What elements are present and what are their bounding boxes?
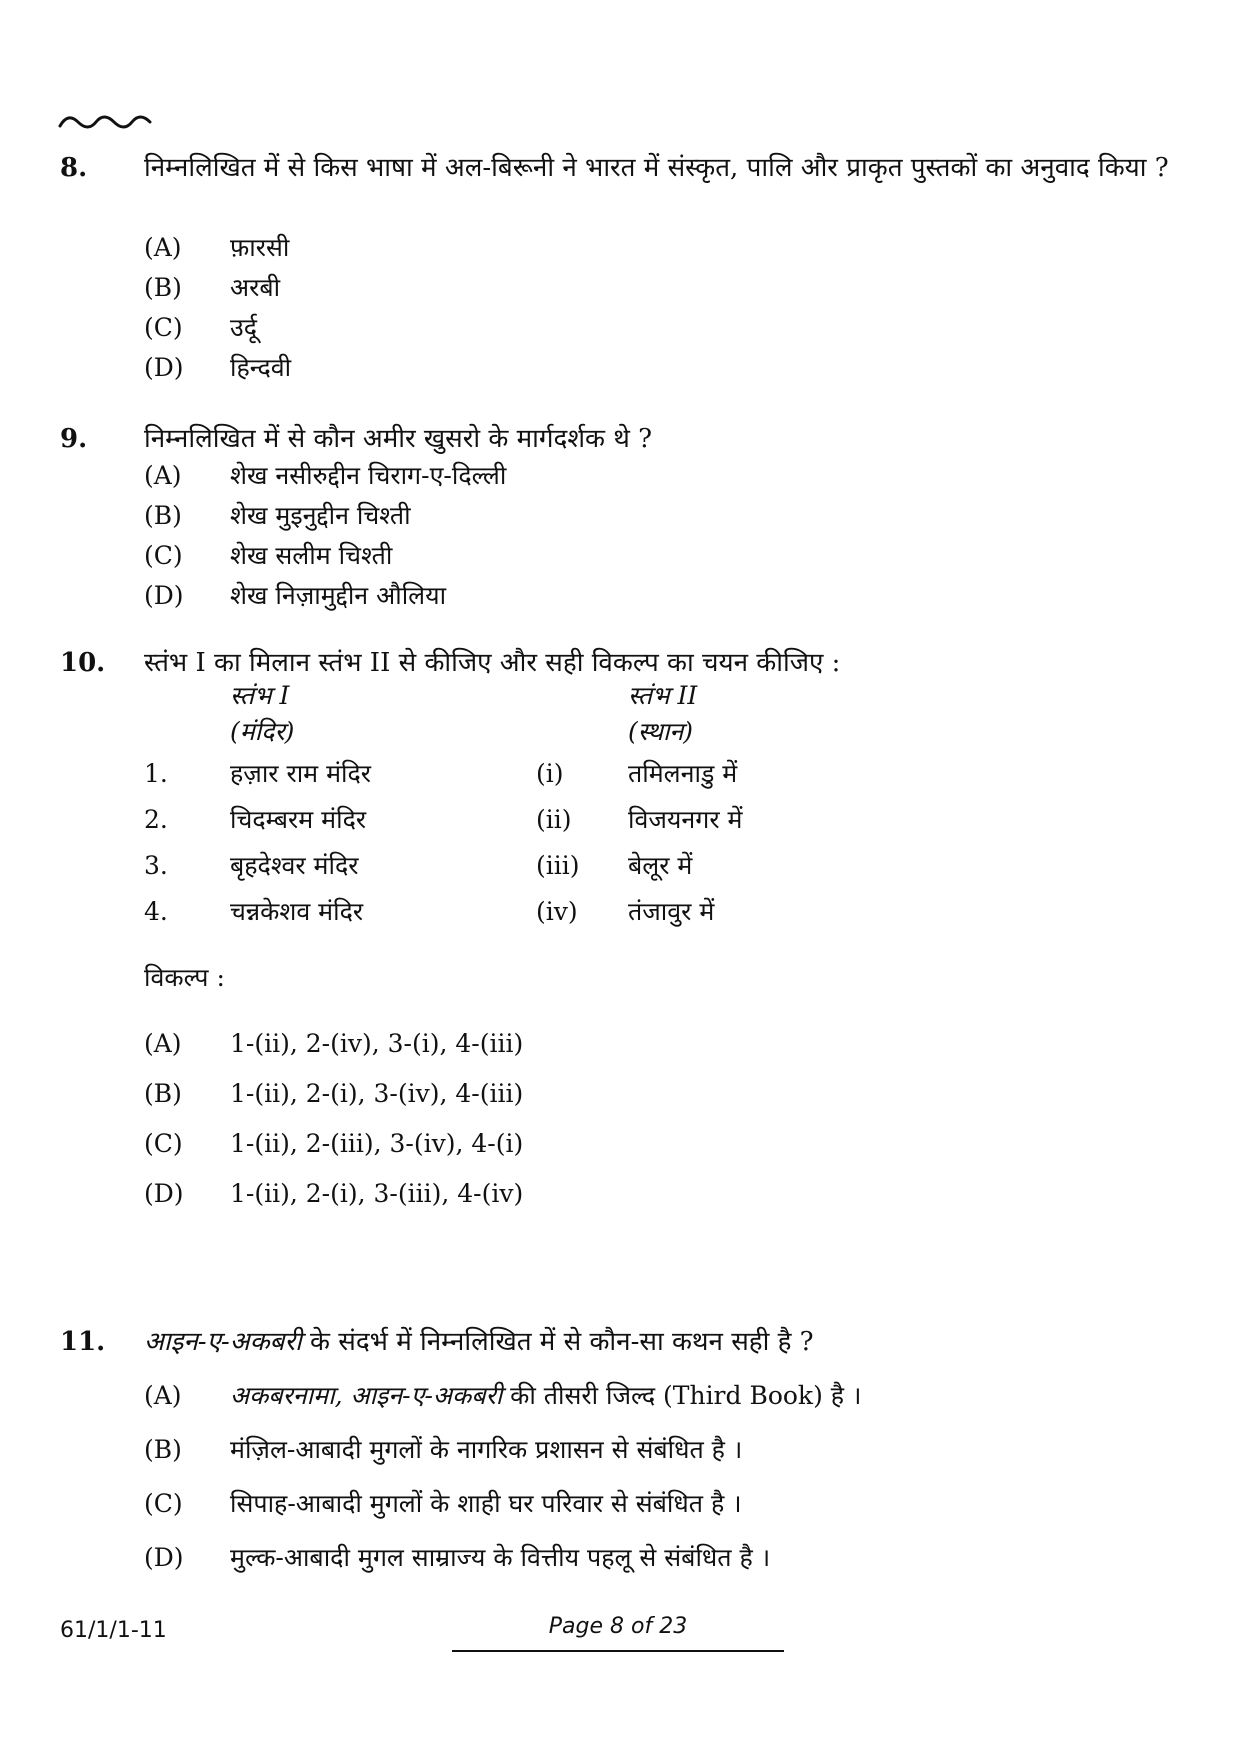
option-d[interactable]: [144, 574, 446, 618]
choices-heading: विकल्प :: [144, 963, 225, 992]
temple-name: चन्नकेशव मंदिर: [230, 897, 364, 926]
option-italic-text: अकबरनामा, आइन-ए-अकबरी: [230, 1381, 503, 1410]
option-label: (C): [144, 1489, 183, 1518]
option-label: (D): [144, 1179, 184, 1208]
roman-numeral: (ii): [536, 805, 572, 834]
option-label: (B): [144, 1435, 182, 1464]
option-text: फ़ारसी: [230, 233, 290, 262]
option-label: (D): [144, 1543, 184, 1572]
question-text: निम्नलिखित में से कौन अमीर खुसरो के मार्गदर्शक थे ?: [144, 424, 653, 454]
question-number: 9.: [60, 424, 88, 454]
roman-numeral: (iii): [536, 851, 580, 880]
place-name: विजयनगर में: [628, 805, 743, 834]
option-d[interactable]: [144, 346, 291, 390]
option-label: (A): [144, 233, 182, 262]
option-label: (B): [144, 501, 182, 530]
option-text: मुल्क-आबादी मुगल साम्राज्य के वित्तीय पहलू से संबंधित है ।: [230, 1543, 771, 1572]
question-number: 8.: [60, 153, 88, 183]
option-b[interactable]: [144, 494, 411, 538]
option-b[interactable]: [144, 1428, 742, 1472]
option-label: (D): [144, 581, 184, 610]
option-text: 1-(ii), 2-(i), 3-(iii), 4-(iv): [230, 1179, 524, 1208]
option-text: की तीसरी जिल्द (Third Book) है ।: [502, 1381, 862, 1410]
temple-name: हज़ार राम मंदिर: [230, 759, 371, 788]
option-a[interactable]: [144, 1022, 523, 1066]
option-text: अरबी: [230, 273, 281, 302]
option-c[interactable]: [144, 306, 257, 350]
option-text: 1-(ii), 2-(iv), 3-(i), 4-(iii): [230, 1029, 524, 1058]
option-text: उर्दू: [230, 313, 257, 342]
column-1-title: स्तंभ I: [230, 681, 290, 710]
option-text: शेख नसीरुद्दीन चिराग-ए-दिल्ली: [230, 461, 507, 490]
question-text: निम्नलिखित में से किस भाषा में अल-बिरूनी ने भारत में संस्कृत, पालि और प्राकृत पुस्तकों का अनुवाद किया ?: [144, 153, 1169, 183]
option-a[interactable]: [144, 454, 506, 498]
option-label: (B): [144, 1079, 182, 1108]
place-name: तमिलनाडु में: [628, 759, 738, 788]
question-number: 10.: [60, 648, 106, 678]
option-d[interactable]: [144, 1172, 523, 1216]
option-d[interactable]: [144, 1536, 770, 1580]
option-label: (A): [144, 461, 182, 490]
roman-numeral: (i): [536, 759, 564, 788]
option-label: (D): [144, 353, 184, 382]
option-b[interactable]: [144, 266, 280, 310]
question-text: स्तंभ I का मिलान स्तंभ II से कीजिए और सही विकल्प का चयन कीजिए :: [144, 648, 841, 678]
option-c[interactable]: [144, 534, 392, 578]
option-text: शेख सलीम चिश्ती: [230, 541, 393, 570]
option-label: (A): [144, 1381, 182, 1410]
book-title: आइन-ए-अकबरी: [144, 1327, 302, 1357]
option-label: (C): [144, 541, 183, 570]
temple-name: चिदम्बरम मंदिर: [230, 805, 367, 834]
column-2-subtitle: (स्थान): [628, 717, 694, 746]
question-text: [144, 1319, 1181, 1365]
option-text: 1-(ii), 2-(iii), 3-(iv), 4-(i): [230, 1129, 524, 1158]
footer-divider: [452, 1650, 784, 1652]
option-label: (A): [144, 1029, 182, 1058]
row-number: 3.: [144, 851, 168, 880]
option-text: मंज़िल-आबादी मुगलों के नागरिक प्रशासन से संबंधित है ।: [230, 1435, 743, 1464]
place-name: तंजावुर में: [628, 897, 715, 926]
option-a[interactable]: [144, 1374, 861, 1418]
option-c[interactable]: [144, 1122, 523, 1166]
option-label: (B): [144, 273, 182, 302]
option-label: (C): [144, 313, 183, 342]
option-b[interactable]: [144, 1072, 523, 1116]
question-number: 11.: [60, 1327, 106, 1357]
temple-name: बृहदेश्वर मंदिर: [230, 851, 359, 880]
page-number: Page 8 of 23: [548, 1614, 688, 1639]
wave-mark: [58, 108, 158, 138]
question-text-rest: के संदर्भ में निम्नलिखित में से कौन-सा कथन सही है ?: [301, 1327, 814, 1357]
row-number: 4.: [144, 897, 168, 926]
option-c[interactable]: [144, 1482, 742, 1526]
row-number: 2.: [144, 805, 168, 834]
column-2-title: स्तंभ II: [628, 681, 698, 710]
paper-code: 61/1/1-11: [60, 1618, 167, 1643]
place-name: बेलूर में: [628, 851, 693, 880]
option-label: (C): [144, 1129, 183, 1158]
option-text: सिपाह-आबादी मुगलों के शाही घर परिवार से संबंधित है ।: [230, 1489, 742, 1518]
option-text: 1-(ii), 2-(i), 3-(iv), 4-(iii): [230, 1079, 524, 1108]
option-text: हिन्दवी: [230, 353, 292, 382]
row-number: 1.: [144, 759, 168, 788]
column-1-subtitle: (मंदिर): [230, 717, 295, 746]
option-text: शेख मुइनुद्दीन चिश्ती: [230, 501, 411, 530]
roman-numeral: (iv): [536, 897, 578, 926]
option-text: शेख निज़ामुद्दीन औलिया: [230, 581, 447, 610]
option-a[interactable]: [144, 226, 289, 270]
